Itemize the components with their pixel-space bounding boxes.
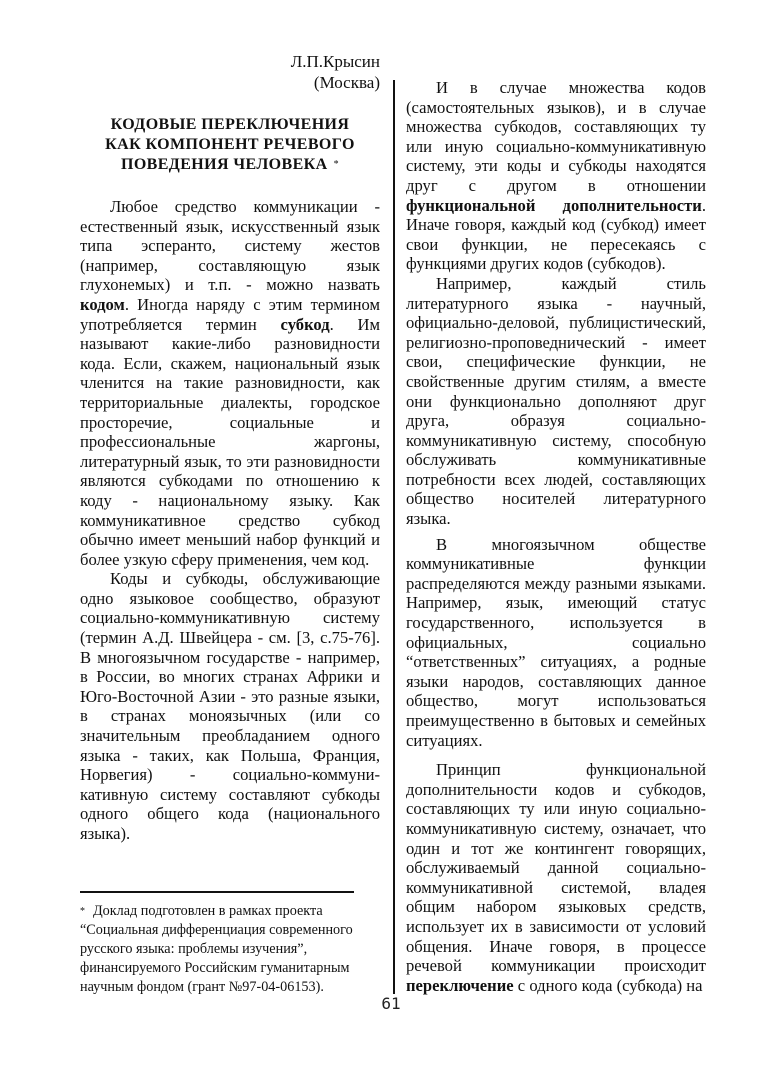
- page-number: 61: [381, 994, 401, 1013]
- term-subkod: субкод: [280, 314, 330, 334]
- text-run: Любое средство коммуникации - естественный язык, искусственный язык типа эсперанто, систему жестов (например, составляющую язык глухонемых) и т.п. - можно назвать: [80, 197, 380, 295]
- footnote: [80, 902, 380, 997]
- text-run: И в случае множества кодов (самостоятельных языков), и в случае множества субкодов, составляющих ту или иную социально-коммуникативную систему, эти коды и субкоды находятся друг с другом в отношении: [406, 78, 706, 195]
- right-column: [406, 78, 706, 995]
- right-paragraph-1: [406, 78, 706, 274]
- author-name: Л.П.Крысин: [290, 52, 380, 71]
- title-line-3-text: ПОВЕДЕНИЯ ЧЕЛОВЕКА: [120, 156, 328, 173]
- author-block: [80, 51, 380, 93]
- title-line-2: КАК КОМПОНЕНТ РЕЧЕВОГО: [105, 136, 355, 153]
- left-paragraph-2: Коды и субкоды, обслуживающие одно языковое сообщество, образуют социально-коммуникативную систему (термин А.Д. Швейцера - см. [3, с.75-76]. В многоязычном государстве - например, в России, во многих странах Африки и Юго-Восточной Азии - это разные языки, в странах моноязычных (или со значительным преобладанием одного языка - таких, как Польша, Франция, Норвегия) - социально-коммуни-кативную систему составляют субкоды одного общего кода (национального языка).: [80, 569, 380, 843]
- text-run: . Им называют какие-либо разновидности кода. Если, скажем, национальный язык членится на такие разновидности, как территориальные диалекты, городское просторечие, социальные и профессиональные жаргоны, литературный язык, то эти разновидности являются субкодами по отношению к коду - национальному языку. Как коммуникативное средство субкод обычно имеет меньший набор функций и более узкую сферу применения, чем код.: [80, 314, 380, 569]
- footnote-rule: [80, 891, 354, 893]
- text-run: с одного кода (субкода) на: [513, 975, 703, 995]
- footnote-mark: *: [80, 906, 85, 917]
- text-run: Принцип функциональной дополнительности кодов и субкодов, составляющих ту или иную социально-коммуникативную систему, означает, что один и тот же контингент говорящих, обслуживаемый данной социально-коммуникативной системой, владея общим набором языковых средств, использует их в зависимости от условий общения. Иначе говоря, в процессе речевой коммуникации происходит: [406, 760, 706, 976]
- right-paragraph-3: В многоязычном обществе коммуникативные функции распределяются между разными языками. Например, язык, имеющий статус государственного, используется в официальных, социально “ответственных” ситуациях, а родные языки народов, составляющих данное общество, могут использоваться преимущественно в бытовых и семейных ситуациях.: [406, 534, 706, 750]
- term-functional-complementarity: функциональной дополнительности: [406, 195, 702, 215]
- article-title: [80, 115, 380, 175]
- right-paragraph-2: Например, каждый стиль литературного языка - научный, официально-деловой, публицистический, религиозно-проповеднический - имеет свои, специфические функции, не свойственные другим стилям, а вместе они функционально дополняют друг друга, образуя социально-коммуникативную систему, способную обслуживать коммуникативные потребности всех людей, составляющих общество носителей литературного языка.: [406, 273, 706, 529]
- left-paragraph-1: [80, 197, 380, 569]
- title-footnote-mark[interactable]: *: [333, 159, 340, 170]
- author-city: (Москва): [313, 73, 380, 92]
- title-line-1: КОДОВЫЕ ПЕРЕКЛЮЧЕНИЯ: [110, 116, 350, 133]
- column-divider: [393, 80, 395, 994]
- footnote-text: Доклад подготовлен в рамках проекта “Социальная дифференциация современного русского языка: проблемы изучения”, финансируемого Российским гуманитарным научным фондом (грант №97-04-06153).: [80, 903, 353, 995]
- left-column: [80, 48, 380, 844]
- text-run: . Иначе говоря, каждый код (субкод) имеет свои функции, не пересекаясь с функциями других кодов (субкодов).: [406, 195, 706, 274]
- title-line-3: [80, 155, 380, 175]
- term-kod: кодом: [80, 294, 125, 314]
- term-switching: переключение: [406, 975, 514, 995]
- text-run: . Иногда наряду с этим термином употребляется термин: [80, 294, 380, 334]
- right-paragraph-4: [406, 760, 706, 995]
